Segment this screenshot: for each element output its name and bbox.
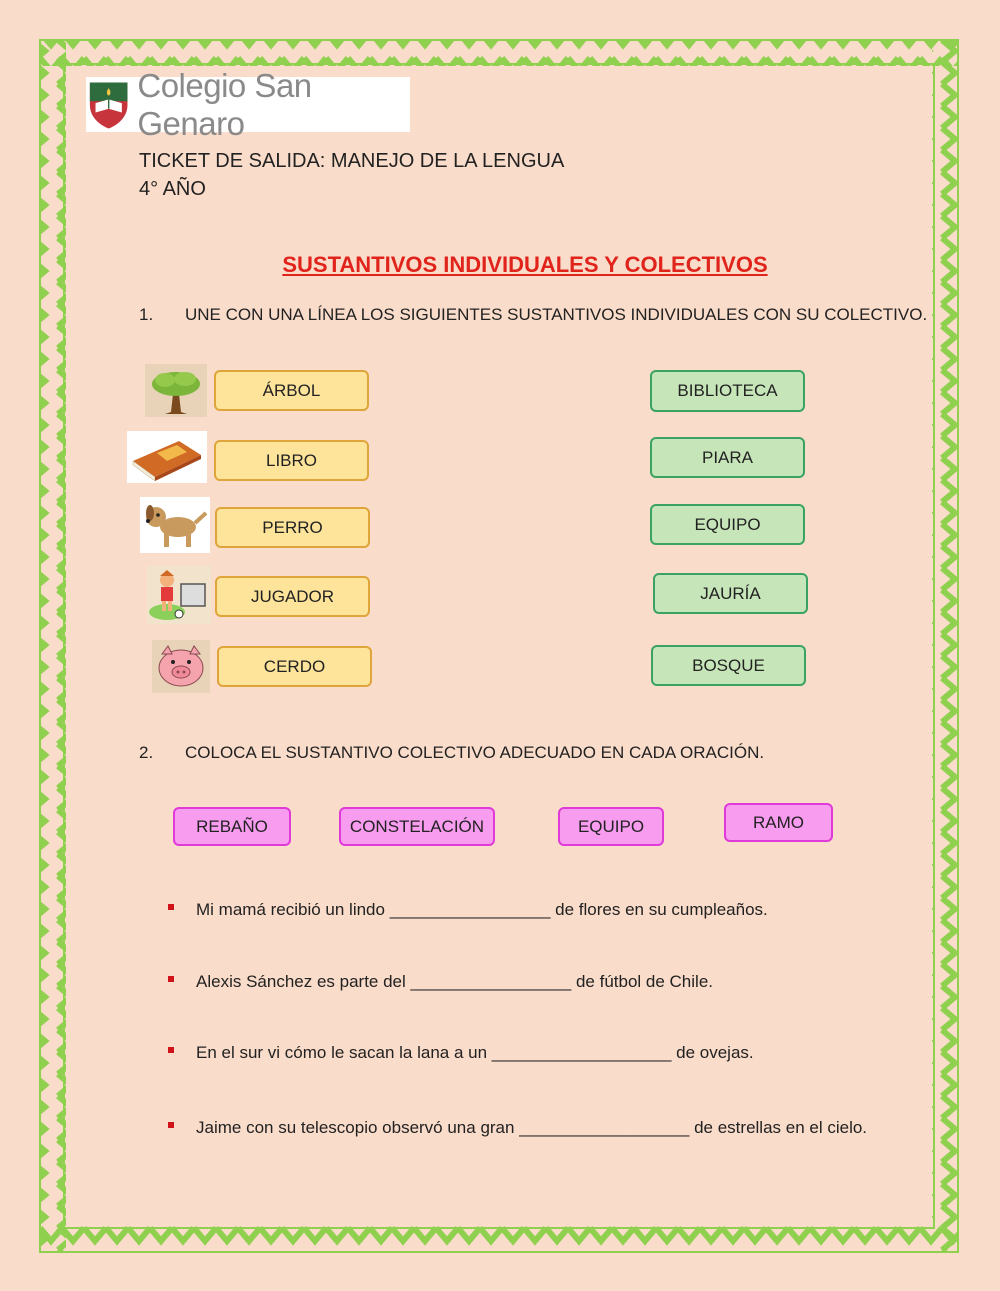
word-bank-constelacion[interactable]: CONSTELACIÓN: [339, 807, 495, 846]
school-name: Colegio San Genaro: [137, 66, 312, 142]
section2-number: 2.: [139, 743, 154, 762]
sentence-item: [168, 1118, 867, 1138]
word-bank-rebano[interactable]: REBAÑO: [173, 807, 291, 846]
section2-text: COLOCA EL SUSTANTIVO COLECTIVO ADECUADO EN CADA ORACIÓN.: [185, 743, 765, 762]
section1-number: 1.: [139, 305, 154, 324]
section1-instruction: [139, 305, 927, 325]
collective-noun-box[interactable]: BIBLIOTECA: [650, 370, 805, 412]
individual-noun-box[interactable]: CERDO: [217, 646, 372, 687]
tree-icon: [145, 364, 207, 417]
ticket-title: TICKET DE SALIDA: MANEJO DE LA LENGUA: [139, 150, 565, 172]
sentence-text[interactable]: Mi mamá recibió un lindo _________________ de flores en su cumpleaños.: [196, 900, 768, 919]
school-logo: [86, 66, 410, 142]
collective-noun-box[interactable]: BOSQUE: [651, 645, 806, 686]
sentence-item: [168, 1043, 754, 1063]
worksheet-title: SUSTANTIVOS INDIVIDUALES Y COLECTIVOS: [282, 252, 768, 277]
pig-icon: [152, 640, 210, 693]
dog-icon: [140, 497, 210, 553]
collective-noun-box[interactable]: EQUIPO: [650, 504, 805, 545]
collective-noun-box[interactable]: PIARA: [650, 437, 805, 478]
individual-noun-box[interactable]: ÁRBOL: [214, 370, 369, 411]
grade-label: 4° AÑO: [139, 178, 206, 200]
individual-noun-box[interactable]: JUGADOR: [215, 576, 370, 617]
bullet-icon: [168, 1122, 174, 1128]
book-icon: [127, 431, 207, 483]
bullet-icon: [168, 1047, 174, 1053]
word-bank-ramo[interactable]: RAMO: [724, 803, 833, 842]
individual-noun-box[interactable]: PERRO: [215, 507, 370, 548]
bullet-icon: [168, 904, 174, 910]
sentence-item: [168, 900, 768, 920]
sentence-text[interactable]: Jaime con su telescopio observó una gran __________________ de estrellas en el cielo.: [196, 1118, 868, 1137]
bullet-icon: [168, 976, 174, 982]
section1-text: UNE CON UNA LÍNEA LOS SIGUIENTES SUSTANTIVOS INDIVIDUALES CON SU COLECTIVO.: [185, 305, 928, 324]
word-bank-equipo[interactable]: EQUIPO: [558, 807, 664, 846]
sentence-item: [168, 972, 713, 992]
collective-noun-box[interactable]: JAURÍA: [653, 573, 808, 614]
soccer-player-icon: [147, 566, 211, 624]
sentence-text[interactable]: En el sur vi cómo le sacan la lana a un ___________________ de ovejas.: [196, 1043, 754, 1062]
shield-icon: [88, 79, 129, 131]
sentence-text[interactable]: Alexis Sánchez es parte del _________________ de fútbol de Chile.: [196, 972, 713, 991]
individual-noun-box[interactable]: LIBRO: [214, 440, 369, 481]
section2-instruction: [139, 743, 764, 763]
